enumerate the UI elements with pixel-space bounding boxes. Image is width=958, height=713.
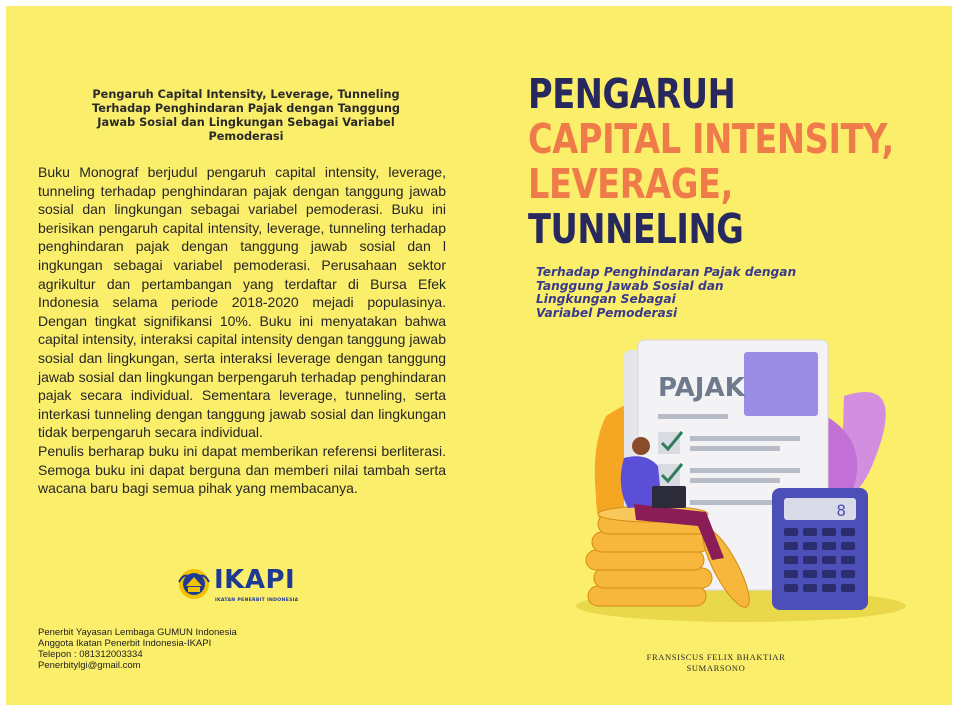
title-line: LEVERAGE, [528,160,733,208]
ikapi-emblem-icon [176,566,212,602]
calculator [772,488,868,610]
blurb-paragraph: Penulis berharap buku ini dapat memberikan referensi berliterasi. Semoga buku ini dapat berguna dan memberi nilai tambah serta wacana baru bagi semua pihak yang membacanya. [38,442,446,497]
checklist-line [690,468,800,473]
subtitle-line: Variabel Pemoderasi [536,305,678,320]
book-cover [6,6,952,705]
publisher-line: Penerbit Yayasan Lembaga GUMUN Indonesia [38,627,237,638]
ikapi-wordmark: IKAPI [214,565,296,595]
ikapi-logo [176,565,316,608]
publisher-email: Penerbitylgi@gmail.com [38,660,141,671]
title-line: CAPITAL INTENSITY, [528,115,894,163]
back-cover-blurb [38,163,446,498]
checklist-line [690,436,800,441]
calculator-display-value: 8 [836,501,846,520]
tax-illustration [576,336,906,626]
subtitle-line: Terhadap Penghindaran Pajak dengan [536,265,797,279]
publisher-info [38,627,237,671]
author-line: FRANSISCUS FELIX BHAKTIAR [646,652,786,662]
author-line: SUMARSONO [686,663,746,673]
document-line [658,414,728,419]
publisher-phone: Telepon : 081312003334 [38,649,143,660]
laptop-icon [652,486,686,508]
checklist-line [690,446,780,451]
title-line: PENGARUH [528,70,736,118]
title-line: TUNNELING [528,205,744,253]
ikapi-tagline: IKATAN PENERBIT INDONESIA [215,598,299,603]
back-cover-title: Pengaruh Capital Intensity, Leverage, Tunneling Terhadap Penghindaran Pajak dengan Tanggung Jawab Sosial dan Lingkungan Sebagai Variabel Pemoderasi [91,88,400,143]
checklist-line [690,478,780,483]
person-head [632,437,650,455]
document-label: PAJAK [658,373,745,403]
checkbox [658,464,680,486]
front-cover-title [528,70,894,253]
checkbox [658,432,680,454]
subtitle-line: Tanggung Jawab Sosial dan [536,278,724,293]
blurb-paragraph: Buku Monograf berjudul pengaruh capital intensity, leverage, tunneling terhadap penghindaran pajak dengan tanggung jawab sosial dan lingkungan sebagai variabel pemoderasi. Buku ini berisikan pengaruh capital intensity, leverage, tunneling terhadap penghindaran pajak dengan tanggung jawab sosial dan l ingkungan sebagai variabel pemoderasi. Perusahaan sektor agrikultur dan pertambangan yang terdaftar di Bursa Efek Indonesia selama periode 2018-2020 mejadi populasinya. Dengan tingkat signifikansi 10%. Buku ini menyatakan bahwa capital intensity, interaksi capital intensity dengan tanggung jawab sosial dan lingkungan, serta interaksi leverage dengan tanggung jawab sosial dan lingkungan berpengaruh terhadap penghindaran pajak secara individual. Sementara leverage, tunneling, serta interkasi tunneling dengan tanggung jawab sosial dan lingkungan tidak berpengaruh secara individual. [38,164,446,441]
front-cover-subtitle [536,266,836,320]
publisher-line: Anggota Ikatan Penerbit Indonesia-IKAPI [38,638,212,649]
author-name [616,652,816,674]
document-purple-tab [744,352,818,416]
subtitle-line: Lingkungan Sebagai [536,292,676,306]
